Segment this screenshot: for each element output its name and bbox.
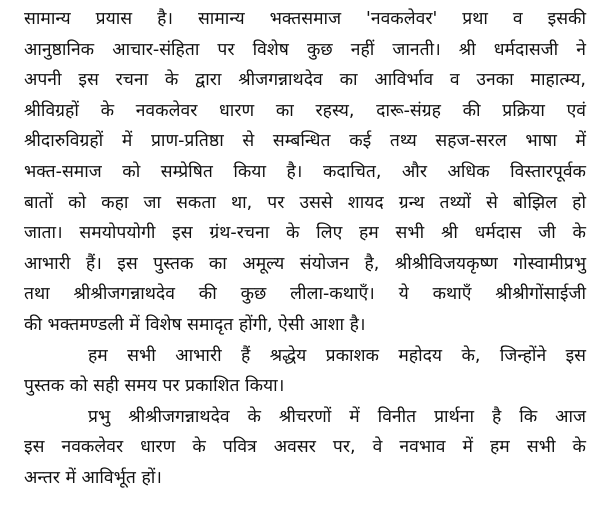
text-line: श्रीविग्रहों के नवकलेवर धारण का रहस्य, दारू-संग्रह की प्रक्रिया एवं — [24, 100, 586, 121]
text-line: की भक्तमण्डली में विशेष समादृत होंगी, ऐसी आशा है। — [24, 314, 366, 335]
paragraph-3 — [24, 402, 586, 494]
text-line: अपनी इस रचना के द्वारा श्रीजगन्नाथदेव का आविर्भाव व उनका माहात्म्य, — [24, 70, 586, 91]
text-line: तथा श्रीश्रीजगन्नाथदेव की कुछ लीला-कथाएँ। ये कथाएँ श्रीश्रीगोंसाईजी — [24, 284, 586, 305]
text-line: जाता। समयोपयोगी इस ग्रंथ-रचना के लिए हम सभी श्री धर्मदास जी के — [24, 223, 586, 244]
text-line: बातों को कहा जा सकता था, पर उससे शायद ग्रन्थ तथ्यों से बोझिल हो — [24, 192, 586, 213]
text-line: हम सभी आभारी हैं श्रद्धेय प्रकाशक महोदय के, जिन्होंने इस — [88, 345, 586, 366]
text-line: आभारी हैं। इस पुस्तक का अमूल्य संयोजन है, श्रीश्रीविजयकृष्ण गोस्वामीप्रभु — [24, 253, 586, 274]
paragraph-2 — [24, 341, 586, 402]
text-line: श्रीदारुविग्रहों में प्राण-प्रतिष्ठा से सम्बन्धित कई तथ्य सहज-सरल भाषा में — [24, 131, 586, 152]
text-line: पुस्तक को सही समय पर प्रकाशित किया। — [24, 376, 285, 397]
text-line: प्रभु श्रीश्रीजगन्नाथदेव के श्रीचरणों में विनीत प्रार्थना है कि आज — [88, 406, 586, 427]
text-line: भक्त-समाज को सम्प्रेषित किया है। कदाचित, और अधिक विस्तारपूर्वक — [24, 161, 586, 182]
text-line: अन्तर में आविर्भूत हों। — [24, 467, 162, 488]
text-line: इस नवकलेवर धारण के पवित्र अवसर पर, वे नवभाव में हम सभी के — [24, 437, 586, 458]
paragraph-1 — [24, 4, 586, 341]
text-line: आनुष्ठानिक आचार-संहिता पर विशेष कुछ नहीं जानती। श्री धर्मदासजी ने — [24, 39, 586, 60]
text-line: सामान्य प्रयास है। सामान्य भक्तसमाज 'नवकलेवर' प्रथा व इसकी — [24, 9, 586, 29]
